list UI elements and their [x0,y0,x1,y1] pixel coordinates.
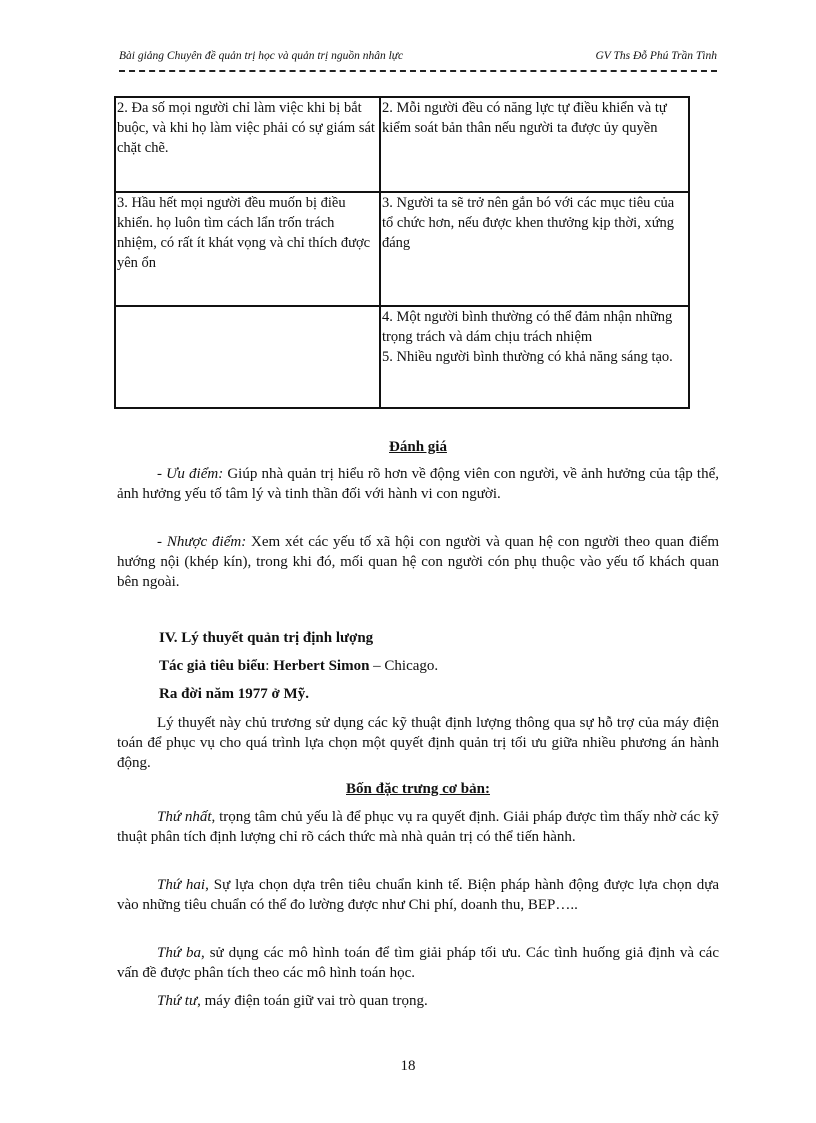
pros-label: - Ưu điểm: [157,466,224,482]
table-row [115,306,689,408]
feature-text: , máy điện toán giữ vai trò quan trọng. [197,993,428,1009]
header-lecturer: GV Ths Đỗ Phú Trần Tình [595,50,717,62]
theory-comparison-table [114,96,690,409]
table-cell: 2. Mỗi người đều có năng lực tự điều khiển và tự kiểm soát bản thân nếu người ta được ủy quyền [380,97,689,192]
header-divider [119,70,717,72]
features-title-text: Bốn đặc trưng cơ bản: [346,781,490,797]
header-course-title: Bài giảng Chuyên đề quản trị học và quản trị nguồn nhân lực [119,50,404,62]
feature-text: , sử dụng các mô hình toán để tìm giải pháp tối ưu. Các tình huống giả định và các vấn đề được phân tích theo các mô hình toán học. [117,945,720,981]
cons-text: Xem xét các yếu tố xã hội con người và quan hệ con người theo quan điểm hướng nội (khép kín), trong khi đó, mối quan hệ con người cón phụ thuộc vào yếu tố khách quan bên ngoài. [117,534,719,590]
evaluation-title [117,437,719,457]
table-cell-empty [115,306,380,408]
author-name: Herbert Simon [273,658,370,674]
table-cell: 3. Hầu hết mọi người đều muốn bị điều khiển. họ luôn tìm cách lẩn trốn trách nhiệm, có rất ít khát vọng và chỉ thích được yên ổn [115,192,380,306]
year-line: Ra đời năm 1977 ở Mỹ. [159,686,309,702]
cons-label: - Nhược điểm: [157,534,247,550]
table-cell [380,306,689,408]
feature-label: Thứ hai [157,877,206,893]
feature-label: Thứ tư [157,993,198,1009]
feature-label: Thứ nhất [157,809,212,825]
table-row [115,192,689,306]
pros-paragraph [117,464,719,504]
cons-paragraph [117,532,719,592]
feature-label: Thứ ba [157,945,201,961]
section-heading: IV. Lý thuyết quản trị định lượng [159,630,374,646]
author-line [159,656,719,676]
feature-paragraph [117,943,719,983]
table-cell: 3. Người ta sẽ trở nên gắn bó với các mục tiêu của tổ chức hơn, nếu được khen thưởng kịp thời, xứng đáng [380,192,689,306]
feature-text: , trọng tâm chủ yếu là để phục vụ ra quyết định. Giải pháp được tìm thấy nhờ các kỹ thuật phân tích định lượng chỉ rõ cách thức mà nhà quản trị có thể tiến hành. [117,809,719,845]
author-label: Tác giả tiêu biểu [159,658,266,674]
table-cell: 2. Đa số mọi người chỉ làm việc khi bị bắt buộc, và khi họ làm việc phải có sự giám sát chặt chẽ. [115,97,380,192]
table-row [115,97,689,192]
table-cell-line: 4. Một người bình thường có thể đảm nhận những trọng trách và dám chịu trách nhiệm [382,309,673,345]
table-cell-line: 5. Nhiều người bình thường có khả năng sáng tạo. [382,349,673,365]
feature-text: , Sự lựa chọn dựa trên tiêu chuẩn kinh tế. Biện pháp hành động được lựa chọn dựa vào những tiêu chuẩn có thể đo lường được như Chi phí, doanh thu, BEP….. [117,877,719,913]
page-header [119,50,717,66]
feature-paragraph [117,807,719,847]
page-number: 18 [400,1058,416,1074]
author-colon: : [265,658,274,674]
feature-paragraph [117,991,719,1011]
evaluation-title-text: Đánh giá [389,439,447,455]
pros-text: Giúp nhà quản trị hiểu rõ hơn về động viên con người, về ảnh hưởng của tập thể, ảnh hưởng yếu tố tâm lý và tinh thần đối với hành vi con người. [117,466,719,502]
author-suffix: – Chicago. [369,658,439,674]
feature-paragraph [117,875,719,915]
features-title [117,779,719,799]
intro-paragraph: Lý thuyết này chủ trương sử dụng các kỹ thuật định lượng thông qua sự hỗ trợ của máy điện toán để phục vụ cho quá trình lựa chọn một quyết định quản trị tối ưu giữa nhiều phương án hành động. [117,715,719,771]
